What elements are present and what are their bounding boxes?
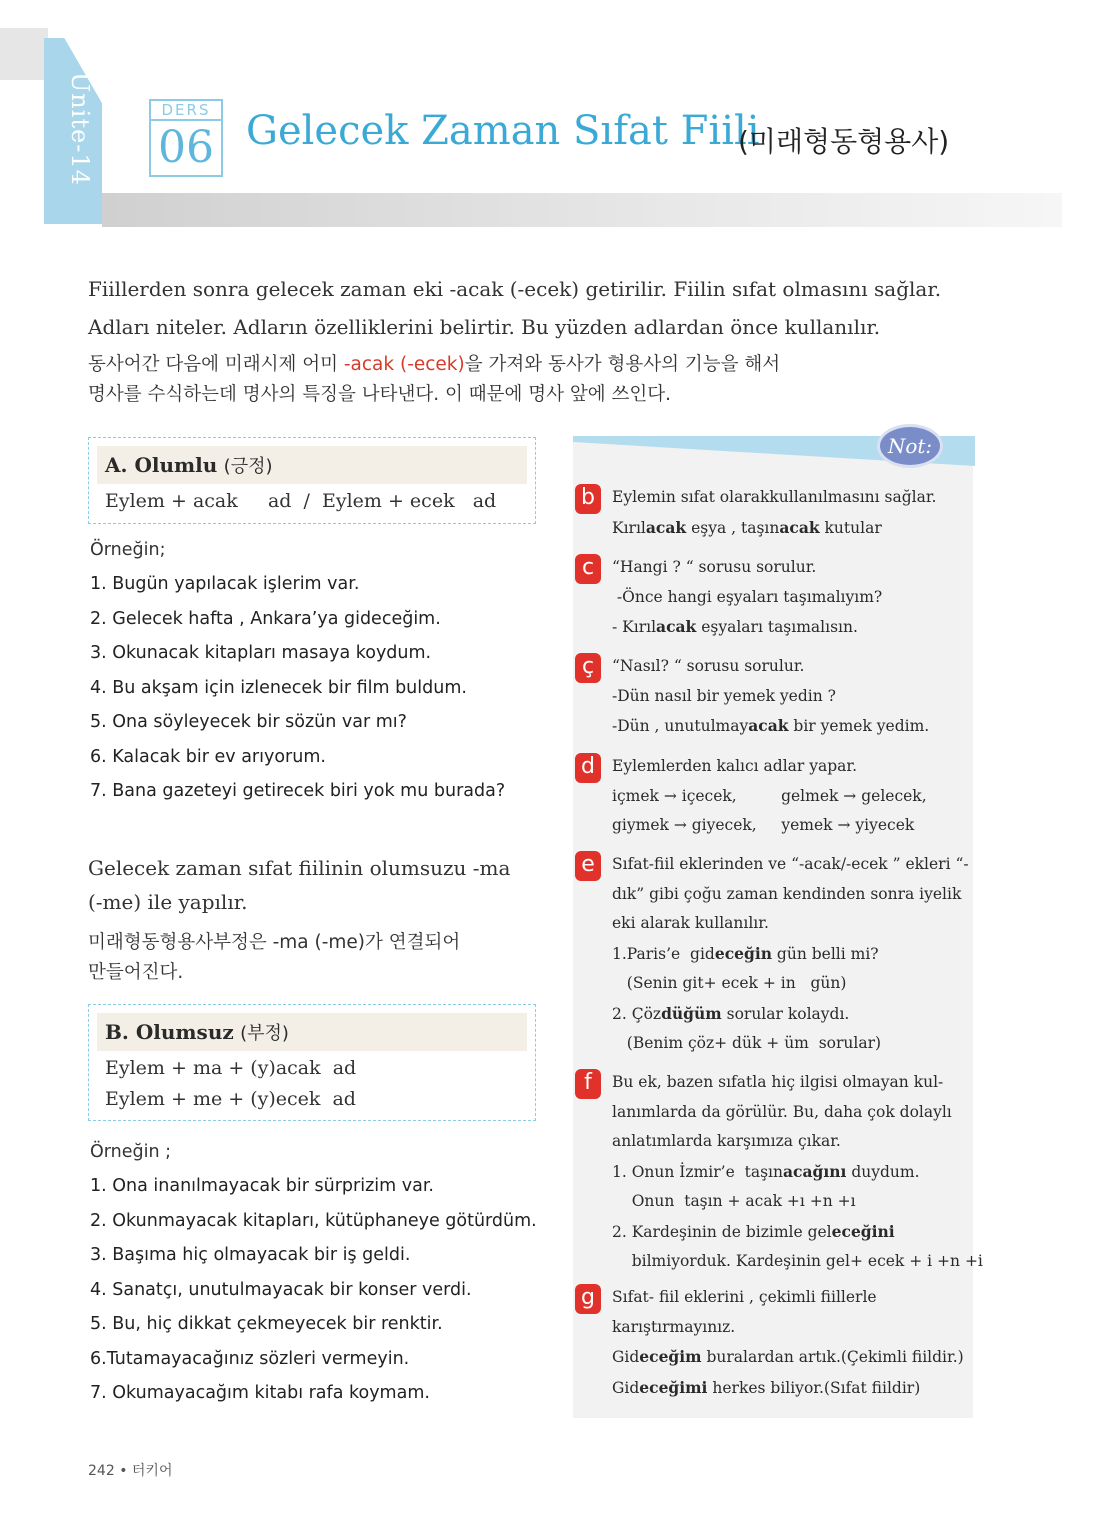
note-line: 1. Onun İzmir’e taşınacağını duydum. (612, 1161, 920, 1181)
lesson-label: DERS (151, 101, 221, 121)
note-line: eki alarak kullanılır. (612, 914, 769, 932)
header-bar (102, 193, 1062, 227)
positive-rule-heading (97, 446, 527, 484)
note-text (612, 1068, 983, 1277)
negation-turkish (88, 851, 538, 919)
note-letter: d (575, 753, 601, 783)
note-line: - Kırılacak eşyaları taşımalısın. (612, 617, 858, 636)
negation-korean-line: 만들어진다. (88, 962, 184, 983)
negative-rule-heading (97, 1013, 527, 1051)
page-title-korean: (미래형동형용사) (738, 125, 950, 158)
list-item: 3. Başıma hiç olmayacak bir iş geldi. (90, 1245, 411, 1265)
note-text (612, 652, 974, 742)
list-item: 6.Tutamayacağınız sözleri vermeyin. (90, 1348, 410, 1369)
note-letter: e (575, 851, 601, 881)
note-line: -Dün , unutulmayacak bir yemek yedim. (612, 716, 930, 735)
note-letter: c (575, 554, 601, 584)
note-line: “Hangi ? “ sorusu sorulur. (612, 558, 817, 576)
negative-formula: Eylem + ma + (y)acak ad (105, 1057, 357, 1079)
book-title: 터키어 (131, 1463, 173, 1479)
page-title: Gelecek Zaman Sıfat Fiili (246, 108, 760, 154)
note-line: (Benim çöz+ dük + üm sorular) (612, 1034, 882, 1052)
intro-turkish-line: Fiillerden sonra gelecek zaman eki -acak (-ecek) getirilir. Fiilin sıfat olmasını sağlar. (88, 277, 942, 301)
note-letter: f (575, 1069, 601, 1099)
negative-heading-korean: (부정) (240, 1023, 289, 1044)
note-line: Gideceğimi herkes biliyor.(Sıfat fiildir) (612, 1377, 921, 1397)
negative-heading-text: B. Olumsuz (105, 1020, 234, 1044)
negative-rule-box (88, 1004, 536, 1121)
list-item: 1. Bugün yapılacak işlerim var. (90, 574, 360, 594)
page-number: 242 (88, 1463, 115, 1479)
suffix-highlight: -acak (-ecek) (343, 354, 465, 375)
intro-korean-text: 을 가져와 동사가 형용사의 기능을 해서 (464, 354, 781, 375)
list-item: 7. Okumayacağım kitabı rafa koymam. (90, 1383, 430, 1403)
list-item: 4. Bu akşam için izlenecek bir film buldum. (90, 677, 467, 698)
note-line: dık” gibi çoğu zaman kendinden sonra iyelik (612, 884, 962, 903)
note-text (612, 553, 974, 643)
negation-korean-line: 미래형동형용사부정은 -ma (-me)가 연결되어 (88, 932, 461, 953)
positive-rule-box (88, 437, 536, 524)
note-letter: ç (575, 653, 601, 683)
unit-label: Ünite-14 (66, 72, 94, 186)
list-item: 5. Bu, hiç dikkat çekmeyecek bir renktir. (90, 1314, 443, 1334)
intro-korean-line: 명사를 수식하는데 명사의 특징을 나타낸다. 이 때문에 명사 앞에 쓰인다. (88, 384, 671, 405)
note-line: lanımlarda da görülür. Bu, daha çok dolaylı (612, 1102, 952, 1121)
note-line: Kırılacak eşya , taşınacak kutular (612, 517, 882, 537)
note-line: Sıfat-fiil eklerinden ve “-acak/-ecek ” ekleri “- (612, 855, 969, 873)
note-text (612, 752, 974, 841)
list-item: 2. Gelecek hafta , Ankara’ya gideceğim. (90, 608, 441, 629)
list-item: 6. Kalacak bir ev arıyorum. (90, 746, 326, 767)
positive-formula: Eylem + acak ad / Eylem + ecek ad (105, 490, 497, 512)
intro-korean-text: 동사어간 다음에 미래시제 어미 (88, 354, 344, 375)
note-line: -Önce hangi eşyaları taşımalıyım? (612, 587, 883, 606)
note-line: (Senin git+ ecek + in gün) (612, 974, 847, 992)
positive-heading-korean: (긍정) (223, 456, 273, 477)
intro-korean-line (88, 350, 968, 380)
negation-korean (88, 928, 538, 988)
positive-heading-text: A. Olumlu (105, 453, 218, 477)
list-item: 2. Okunmayacak kitapları, kütüphaneye götürdüm. (90, 1210, 537, 1231)
note-line: içmek → içecek, gelmek → gelecek, (612, 786, 927, 805)
lesson-number: 06 (158, 122, 214, 173)
page-footer (88, 1460, 172, 1480)
note-line: giymek → giyecek, yemek → yiyecek (612, 816, 915, 834)
note-text (612, 1283, 974, 1403)
note-line: Bu ek, bazen sıfatla hiç ilgisi olmayan kul- (612, 1073, 944, 1091)
note-text (612, 850, 974, 1059)
note-line: 2. Çözdüğüm sorular kolaydı. (612, 1003, 850, 1023)
footer-bullet: • (119, 1463, 128, 1479)
note-badge: Not: (877, 424, 943, 468)
note-letter: b (575, 484, 601, 514)
note-text (612, 483, 974, 543)
note-line: Sıfat- fiil eklerini , çekimli fiillerle (612, 1288, 877, 1306)
negative-examples-title: Örneğin ; (90, 1142, 172, 1162)
note-line: bilmiyorduk. Kardeşinin gel+ ecek + i +n +i (612, 1252, 983, 1270)
list-item: 4. Sanatçı, unutulmayacak bir konser verdi. (90, 1279, 472, 1300)
intro-turkish (88, 270, 968, 346)
note-line: “Nasıl? “ sorusu sorulur. (612, 657, 805, 675)
positive-examples-list (90, 567, 505, 809)
list-item: 7. Bana gazeteyi getirecek biri yok mu burada? (90, 781, 506, 801)
note-line: Eylemlerden kalıcı adlar yapar. (612, 757, 858, 775)
negative-examples-list (90, 1169, 537, 1411)
negative-formula: Eylem + me + (y)ecek ad (105, 1088, 356, 1110)
note-line: Eylemin sıfat olarakkullanılmasını sağlar. (612, 488, 937, 506)
positive-examples-title: Örneğin; (90, 540, 166, 560)
note-line: Gideceğim buralardan artık.(Çekimli fiildir.) (612, 1347, 964, 1366)
note-line: 1.Paris’e gideceğin gün belli mi? (612, 943, 879, 963)
intro-turkish-line: Adları niteler. Adların özelliklerini belirtir. Bu yüzden adlardan önce kullanılır. (88, 315, 881, 339)
note-line: karıştırmayınız. (612, 1317, 736, 1336)
header-corner-strip (0, 28, 48, 80)
list-item: 1. Ona inanılmayacak bir sürprizim var. (90, 1176, 434, 1196)
list-item: 3. Okunacak kitapları masaya koydum. (90, 643, 432, 663)
note-line: -Dün nasıl bir yemek yedin ? (612, 686, 836, 705)
note-line: anlatımlarda karşımıza çıkar. (612, 1132, 841, 1150)
lesson-badge (149, 99, 223, 177)
negation-turkish-line: Gelecek zaman sıfat fiilinin olumsuzu -ma (88, 856, 511, 880)
note-letter: g (575, 1284, 601, 1314)
intro-korean (88, 350, 968, 410)
list-item: 5. Ona söyleyecek bir sözün var mı? (90, 712, 407, 732)
negation-turkish-line: (-me) ile yapılır. (88, 890, 248, 914)
note-line: 2. Kardeşinin de bizimle geleceğini (612, 1221, 895, 1241)
note-line: Onun taşın + acak +ı +n +ı (612, 1192, 856, 1210)
